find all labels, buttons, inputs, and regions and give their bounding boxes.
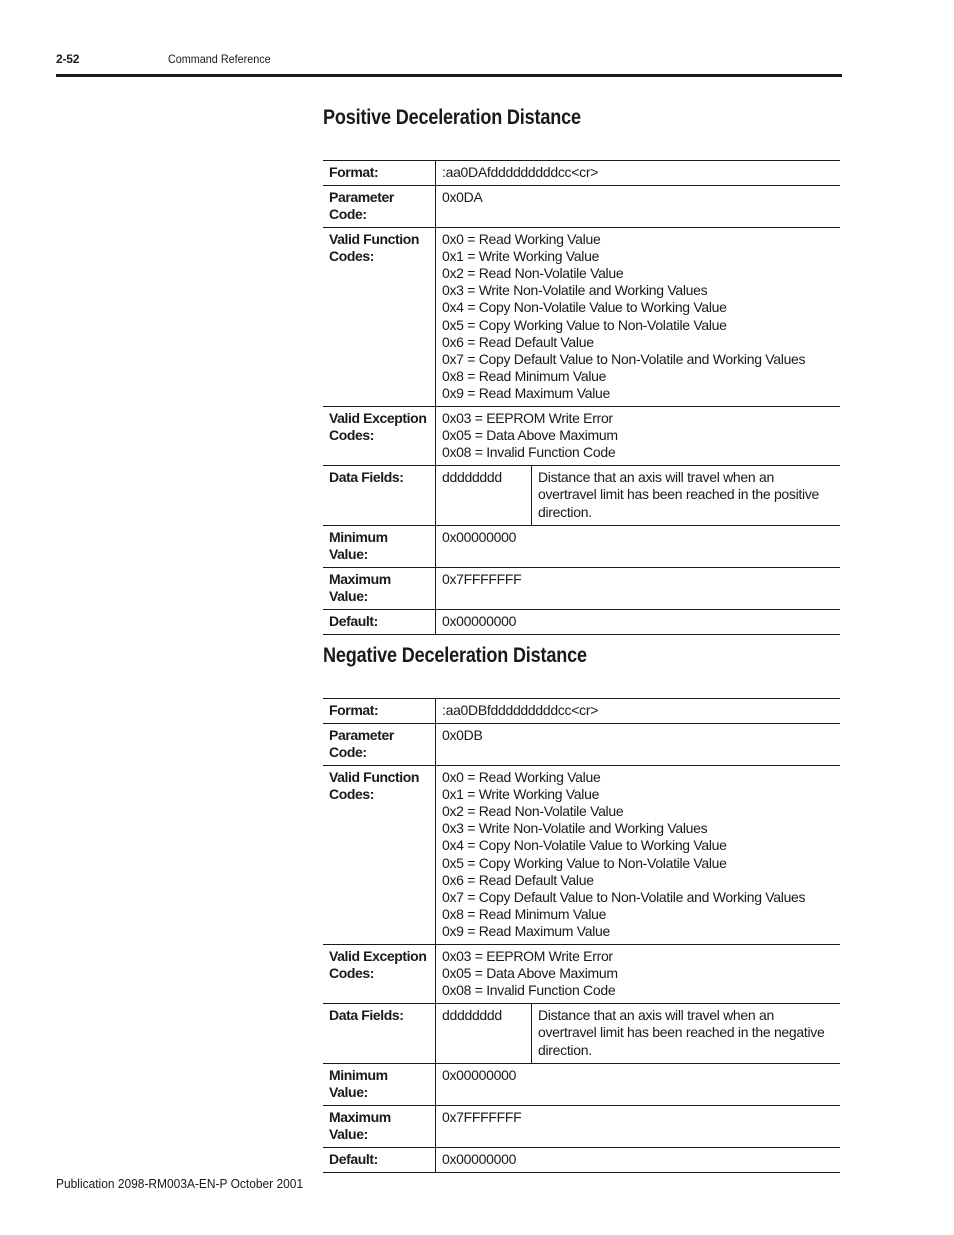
function-code-item: 0x1 = Write Working Value (442, 248, 600, 265)
exception-code-item: 0x03 = EEPROM Write Error (442, 948, 613, 965)
function-code-item: 0x3 = Write Non-Volatile and Working Values (442, 820, 708, 837)
format-label: Format: (323, 161, 436, 185)
parameter-code-value: 0x0DB (442, 727, 483, 744)
row-function-codes (323, 766, 840, 945)
section-title-negative: Negative Deceleration Distance (323, 644, 587, 667)
row-default (323, 1148, 840, 1172)
format-value: :aa0DAfdddddddddcc<cr> (442, 164, 599, 180)
maximum-value-label: Maximum Value: (323, 1106, 436, 1147)
page-number: 2-52 (56, 52, 80, 66)
maximum-value-label: Maximum Value: (323, 568, 436, 609)
exception-code-item: 0x05 = Data Above Maximum (442, 965, 618, 982)
default-value: 0x00000000 (442, 612, 517, 629)
minimum-value-label: Minimum Value: (323, 526, 436, 567)
function-code-item: 0x5 = Copy Working Value to Non-Volatile Value (442, 854, 727, 871)
function-code-item: 0x7 = Copy Default Value to Non-Volatile and Working Values (442, 888, 806, 905)
row-parameter-code (323, 186, 840, 228)
function-code-item: 0x1 = Write Working Value (442, 786, 600, 803)
minimum-value-label: Minimum Value: (323, 1064, 436, 1105)
function-code-item: 0x8 = Read Minimum Value (442, 905, 607, 922)
function-codes-list (436, 766, 840, 944)
data-field-description: Distance that an axis will travel when an overtravel limit has been reached in the positive direction. (538, 469, 820, 520)
row-exception-codes (323, 407, 840, 466)
row-minimum-value (323, 1064, 840, 1106)
function-code-item: 0x2 = Read Non-Volatile Value (442, 265, 624, 282)
parameter-code-label: Parameter Code: (323, 724, 436, 765)
section-title-positive: Positive Deceleration Distance (323, 106, 581, 129)
exception-codes-label: Valid Exception Codes: (323, 407, 436, 465)
function-code-item: 0x7 = Copy Default Value to Non-Volatile and Working Values (442, 350, 806, 367)
function-code-item: 0x2 = Read Non-Volatile Value (442, 803, 624, 820)
default-label: Default: (323, 1148, 436, 1172)
data-field-description: Distance that an axis will travel when an overtravel limit has been reached in the negative direction. (538, 1007, 825, 1058)
function-codes-label: Valid Function Codes: (323, 228, 436, 406)
default-label: Default: (323, 610, 436, 634)
row-data-fields (323, 466, 840, 525)
parameter-code-value: 0x0DA (442, 189, 483, 206)
function-code-item: 0x3 = Write Non-Volatile and Working Values (442, 282, 708, 299)
function-code-item: 0x8 = Read Minimum Value (442, 367, 607, 384)
exception-code-item: 0x05 = Data Above Maximum (442, 427, 618, 444)
row-maximum-value (323, 568, 840, 610)
data-fields-label: Data Fields: (323, 1004, 436, 1062)
exception-codes-list (436, 945, 840, 1003)
data-fields-value (436, 1004, 840, 1062)
parameter-table-negative (323, 698, 840, 1173)
function-code-item: 0x9 = Read Maximum Value (442, 922, 611, 939)
row-format (323, 161, 840, 186)
row-exception-codes (323, 945, 840, 1004)
parameter-code-label: Parameter Code: (323, 186, 436, 227)
row-default (323, 610, 840, 634)
function-code-item: 0x5 = Copy Working Value to Non-Volatile Value (442, 316, 727, 333)
data-fields-value (436, 466, 840, 524)
function-code-item: 0x0 = Read Working Value (442, 231, 601, 248)
minimum-value: 0x00000000 (442, 528, 517, 545)
row-parameter-code (323, 724, 840, 766)
function-code-item: 0x9 = Read Maximum Value (442, 384, 611, 401)
default-value: 0x00000000 (442, 1150, 517, 1167)
row-format (323, 699, 840, 724)
function-code-item: 0x6 = Read Default Value (442, 871, 594, 888)
maximum-value: 0x7FFFFFFF (442, 570, 522, 587)
publication-footer: Publication 2098-RM003A-EN-P October 2001 (56, 1176, 304, 1191)
data-field-code: dddddddd (436, 466, 532, 524)
function-code-item: 0x0 = Read Working Value (442, 769, 601, 786)
data-field-code: dddddddd (436, 1004, 532, 1062)
maximum-value: 0x7FFFFFFF (442, 1108, 522, 1125)
row-maximum-value (323, 1106, 840, 1148)
function-codes-label: Valid Function Codes: (323, 766, 436, 944)
minimum-value: 0x00000000 (442, 1066, 517, 1083)
exception-code-item: 0x08 = Invalid Function Code (442, 982, 616, 999)
format-label: Format: (323, 699, 436, 723)
function-code-item: 0x4 = Copy Non-Volatile Value to Working Value (442, 837, 727, 854)
running-header: Command Reference (168, 52, 271, 66)
header-rule (56, 74, 842, 77)
function-codes-list (436, 228, 840, 406)
row-data-fields (323, 1004, 840, 1063)
data-fields-label: Data Fields: (323, 466, 436, 524)
parameter-table-positive (323, 160, 840, 635)
row-function-codes (323, 228, 840, 407)
exception-codes-label: Valid Exception Codes: (323, 945, 436, 1003)
exception-code-item: 0x03 = EEPROM Write Error (442, 410, 613, 427)
exception-code-item: 0x08 = Invalid Function Code (442, 444, 616, 461)
format-value: :aa0DBfdddddddddcc<cr> (442, 702, 599, 718)
function-code-item: 0x4 = Copy Non-Volatile Value to Working Value (442, 299, 727, 316)
function-code-item: 0x6 = Read Default Value (442, 333, 594, 350)
row-minimum-value (323, 526, 840, 568)
exception-codes-list (436, 407, 840, 465)
